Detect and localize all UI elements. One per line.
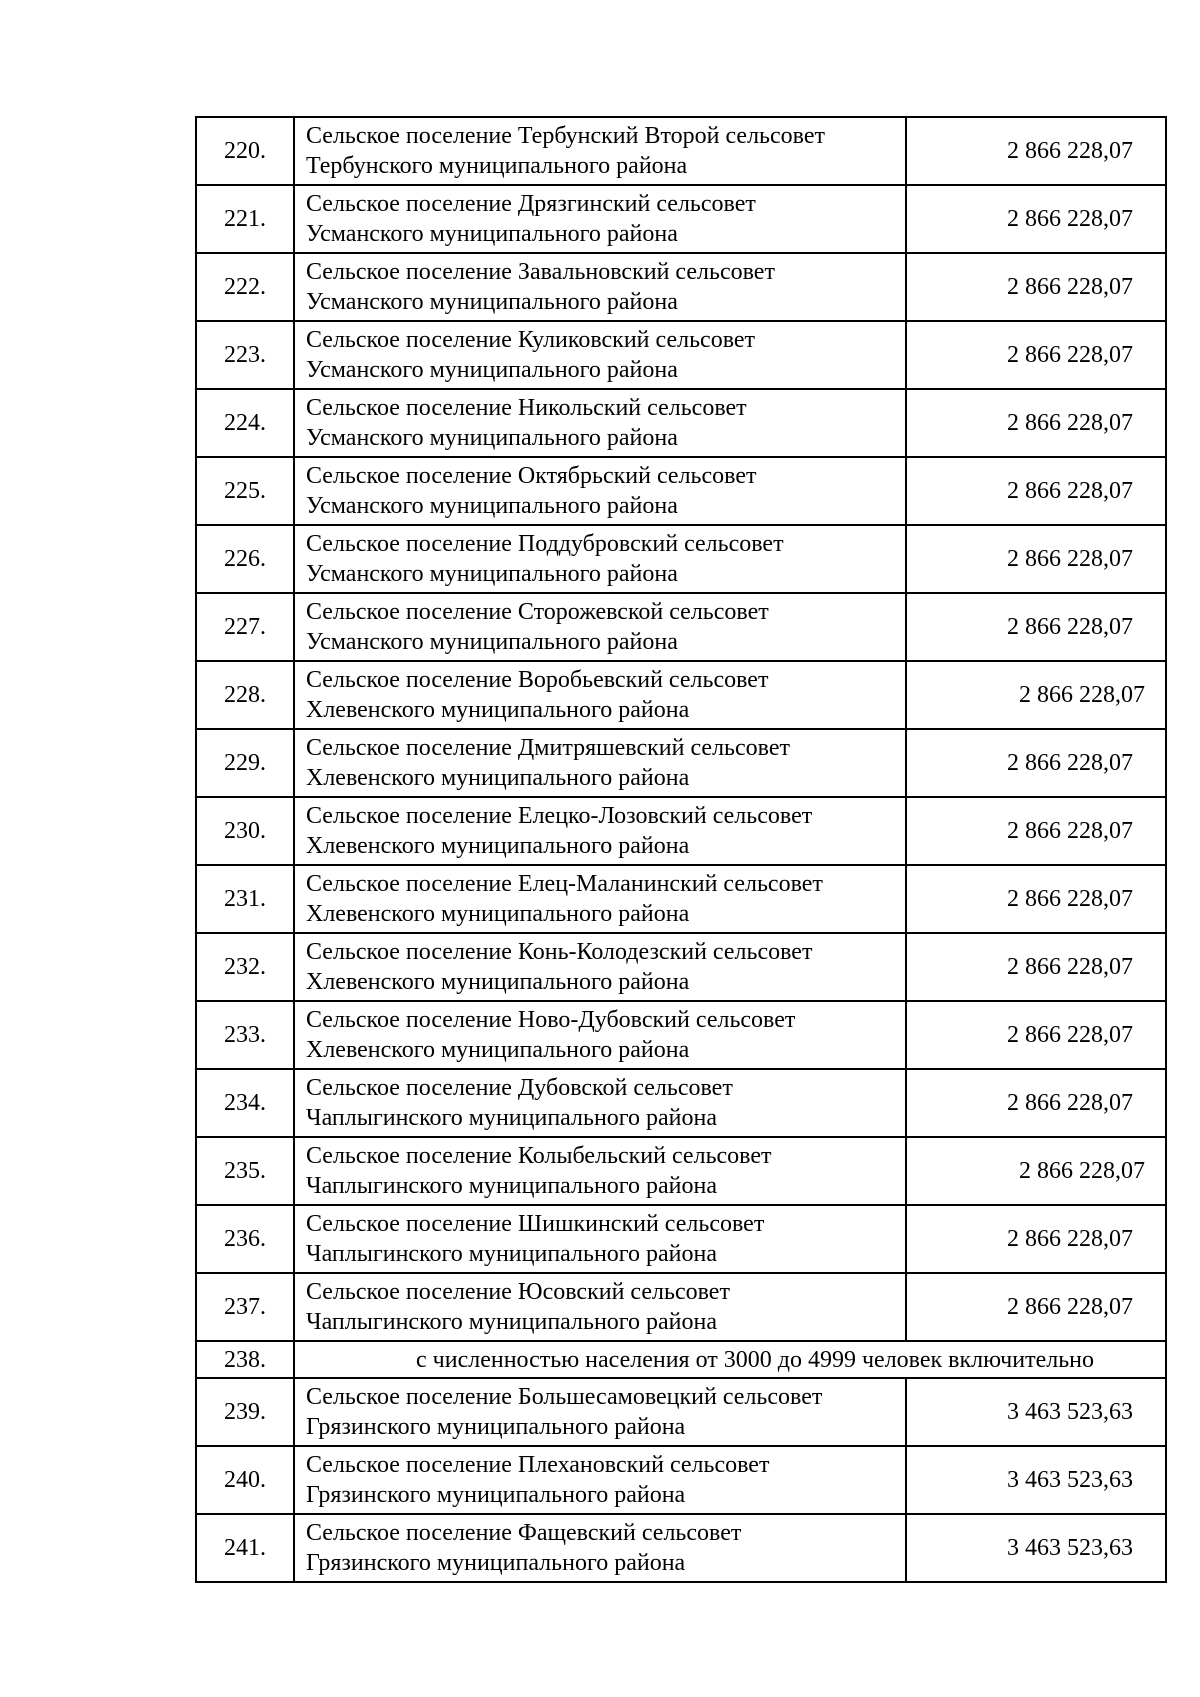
settlement-name-line-2: Хлевенского муниципального района: [306, 1037, 690, 1063]
settlement-name: [294, 117, 906, 185]
amount: 3 463 523,63: [906, 1514, 1166, 1582]
row-number: 234.: [196, 1069, 294, 1137]
settlement-name: [294, 1514, 906, 1582]
amount: 2 866 228,07: [906, 1273, 1166, 1341]
row-number: 237.: [196, 1273, 294, 1341]
settlement-name: [294, 661, 906, 729]
table-row: [196, 185, 1166, 253]
table-row: [196, 729, 1166, 797]
settlement-name-line-2: Хлевенского муниципального района: [306, 833, 690, 859]
row-number: 224.: [196, 389, 294, 457]
table-row: [196, 593, 1166, 661]
settlement-name-line-2: Усманского муниципального района: [306, 425, 678, 451]
settlement-name-line-1: Сельское поселение Сторожевской сельсовет: [306, 599, 769, 625]
table-row: [196, 253, 1166, 321]
settlement-name: [294, 865, 906, 933]
table-row: [196, 321, 1166, 389]
settlement-name-line-1: Сельское поселение Елецко-Лозовский сельсовет: [306, 803, 813, 829]
settlement-name: [294, 1069, 906, 1137]
row-number: 239.: [196, 1378, 294, 1446]
amount: 2 866 228,07: [906, 661, 1166, 729]
settlements-table: [195, 116, 1167, 1583]
settlement-name-line-2: Усманского муниципального района: [306, 629, 678, 655]
table-row: [196, 797, 1166, 865]
settlement-name-line-2: Чаплыгинского муниципального района: [306, 1105, 718, 1131]
settlement-name: [294, 1378, 906, 1446]
amount: 2 866 228,07: [906, 321, 1166, 389]
row-number: 226.: [196, 525, 294, 593]
settlement-name-line-1: Сельское поселение Фащевский сельсовет: [306, 1520, 742, 1546]
row-number: 231.: [196, 865, 294, 933]
settlement-name-line-2: Чаплыгинского муниципального района: [306, 1309, 718, 1335]
row-number: 225.: [196, 457, 294, 525]
row-number: 221.: [196, 185, 294, 253]
amount: 2 866 228,07: [906, 457, 1166, 525]
settlement-name: [294, 457, 906, 525]
settlement-name-line-2: Грязинского муниципального района: [306, 1414, 686, 1440]
table-row: [196, 1001, 1166, 1069]
settlement-name-line-1: Сельское поселение Никольский сельсовет: [306, 395, 747, 421]
row-number: 235.: [196, 1137, 294, 1205]
settlement-name-line-2: Хлевенского муниципального района: [306, 969, 690, 995]
settlement-name: [294, 525, 906, 593]
settlement-name-line-1: Сельское поселение Дрязгинский сельсовет: [306, 191, 756, 217]
row-number: 233.: [196, 1001, 294, 1069]
amount: 2 866 228,07: [906, 253, 1166, 321]
settlement-name-line-1: Сельское поселение Юсовский сельсовет: [306, 1279, 730, 1305]
row-number: 230.: [196, 797, 294, 865]
settlement-name-line-2: Хлевенского муниципального района: [306, 765, 690, 791]
settlement-name-line-1: Сельское поселение Октябрьский сельсовет: [306, 463, 757, 489]
settlement-name-line-1: Сельское поселение Конь-Колодезский сельсовет: [306, 939, 813, 965]
amount: 2 866 228,07: [906, 593, 1166, 661]
settlement-name-line-1: Сельское поселение Завальновский сельсовет: [306, 259, 775, 285]
settlement-name-line-1: Сельское поселение Дмитряшевский сельсовет: [306, 735, 790, 761]
table-row: [196, 1514, 1166, 1582]
settlement-name-line-2: Грязинского муниципального района: [306, 1550, 686, 1576]
settlement-name-line-1: Сельское поселение Большесамовецкий сельсовет: [306, 1384, 823, 1410]
row-number: 220.: [196, 117, 294, 185]
settlement-name-line-2: Хлевенского муниципального района: [306, 697, 690, 723]
row-number: 228.: [196, 661, 294, 729]
table-row: [196, 525, 1166, 593]
settlement-name-line-1: Сельское поселение Елец-Маланинский сельсовет: [306, 871, 823, 897]
settlement-name-line-2: Усманского муниципального района: [306, 289, 678, 315]
section-heading: с численностью населения от 3000 до 4999 человек включительно: [294, 1341, 1166, 1378]
table-row: [196, 1137, 1166, 1205]
settlement-name: [294, 797, 906, 865]
settlement-name-line-2: Хлевенского муниципального района: [306, 901, 690, 927]
settlement-name-line-1: Сельское поселение Колыбельский сельсовет: [306, 1143, 772, 1169]
settlement-name: [294, 185, 906, 253]
settlement-name-line-1: Сельское поселение Тербунский Второй сельсовет: [306, 123, 825, 149]
row-number: 229.: [196, 729, 294, 797]
settlement-name: [294, 1273, 906, 1341]
settlement-name: [294, 933, 906, 1001]
settlement-name: [294, 1137, 906, 1205]
amount: 2 866 228,07: [906, 185, 1166, 253]
row-number: 222.: [196, 253, 294, 321]
settlement-name: [294, 593, 906, 661]
amount: 2 866 228,07: [906, 1205, 1166, 1273]
amount: 2 866 228,07: [906, 729, 1166, 797]
amount: 2 866 228,07: [906, 389, 1166, 457]
settlement-name: [294, 253, 906, 321]
table-row: [196, 117, 1166, 185]
amount: 2 866 228,07: [906, 1001, 1166, 1069]
row-number: 236.: [196, 1205, 294, 1273]
settlement-name-line-2: Тербунского муниципального района: [306, 153, 688, 179]
settlement-name-line-1: Сельское поселение Куликовский сельсовет: [306, 327, 756, 353]
settlement-name-line-2: Усманского муниципального района: [306, 493, 678, 519]
table-row: [196, 1069, 1166, 1137]
settlement-name: [294, 729, 906, 797]
settlement-name-line-1: Сельское поселение Воробьевский сельсовет: [306, 667, 769, 693]
amount: 2 866 228,07: [906, 1137, 1166, 1205]
row-number: 238.: [196, 1341, 294, 1378]
settlement-name-line-1: Сельское поселение Ново-Дубовский сельсовет: [306, 1007, 796, 1033]
table-row: [196, 1446, 1166, 1514]
amount: 3 463 523,63: [906, 1446, 1166, 1514]
table-row: [196, 865, 1166, 933]
settlement-name: [294, 389, 906, 457]
amount: 3 463 523,63: [906, 1378, 1166, 1446]
settlement-name-line-2: Усманского муниципального района: [306, 221, 678, 247]
settlement-name: [294, 1205, 906, 1273]
settlement-name-line-1: Сельское поселение Дубовской сельсовет: [306, 1075, 733, 1101]
table-row: [196, 1205, 1166, 1273]
amount: 2 866 228,07: [906, 1069, 1166, 1137]
row-number: 223.: [196, 321, 294, 389]
table-row: [196, 1378, 1166, 1446]
table-row: [196, 1273, 1166, 1341]
settlement-name-line-2: Чаплыгинского муниципального района: [306, 1173, 718, 1199]
settlement-name-line-2: Усманского муниципального района: [306, 357, 678, 383]
settlement-name: [294, 1446, 906, 1514]
table-row: [196, 389, 1166, 457]
amount: 2 866 228,07: [906, 933, 1166, 1001]
settlement-name-line-2: Грязинского муниципального района: [306, 1482, 686, 1508]
section-row: [196, 1341, 1166, 1378]
amount: 2 866 228,07: [906, 525, 1166, 593]
row-number: 232.: [196, 933, 294, 1001]
settlement-name-line-1: Сельское поселение Шишкинский сельсовет: [306, 1211, 765, 1237]
settlement-name-line-2: Усманского муниципального района: [306, 561, 678, 587]
row-number: 227.: [196, 593, 294, 661]
settlement-name: [294, 321, 906, 389]
amount: 2 866 228,07: [906, 117, 1166, 185]
row-number: 241.: [196, 1514, 294, 1582]
table-row: [196, 661, 1166, 729]
table-row: [196, 457, 1166, 525]
settlement-name-line-2: Чаплыгинского муниципального района: [306, 1241, 718, 1267]
row-number: 240.: [196, 1446, 294, 1514]
amount: 2 866 228,07: [906, 865, 1166, 933]
settlement-name-line-1: Сельское поселение Поддубровский сельсовет: [306, 531, 784, 557]
settlement-name: [294, 1001, 906, 1069]
table-row: [196, 933, 1166, 1001]
settlement-name-line-1: Сельское поселение Плехановский сельсовет: [306, 1452, 770, 1478]
amount: 2 866 228,07: [906, 797, 1166, 865]
